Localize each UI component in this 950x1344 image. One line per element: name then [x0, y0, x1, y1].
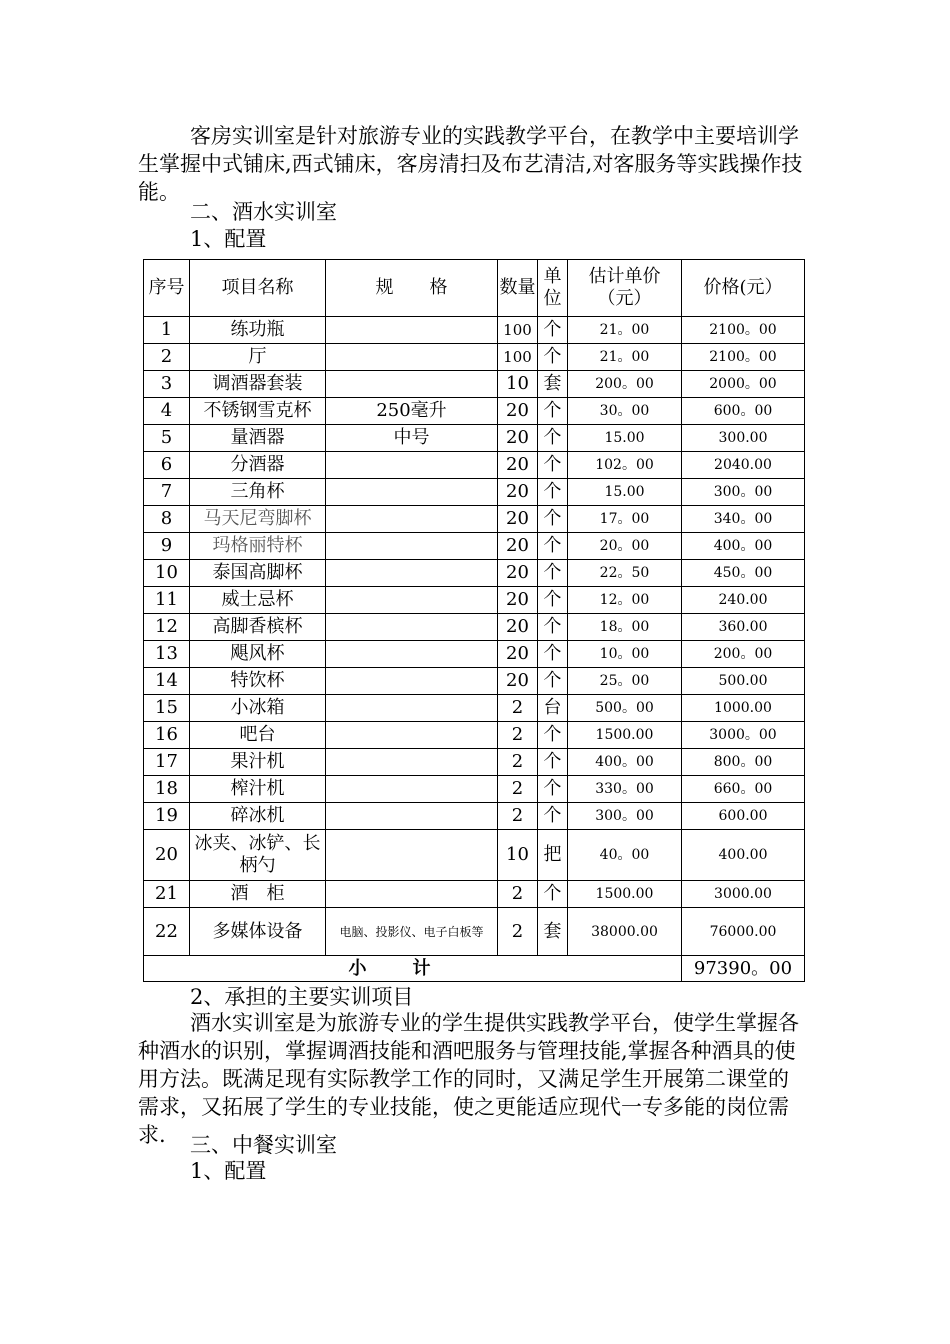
cell-qty: 20	[498, 668, 538, 695]
cell-no: 9	[144, 533, 190, 560]
cell-no: 5	[144, 425, 190, 452]
cell-no: 4	[144, 398, 190, 425]
cell-qty: 20	[498, 479, 538, 506]
header-price: 价格(元）	[682, 260, 805, 317]
table-row	[144, 533, 805, 560]
table-row	[144, 776, 805, 803]
cell-name: 三角杯	[190, 479, 326, 506]
cell-unit-price: 18。00	[568, 614, 682, 641]
table-row	[144, 881, 805, 908]
cell-unit-price: 102。00	[568, 452, 682, 479]
cell-unit: 个	[538, 881, 568, 908]
table-row	[144, 722, 805, 749]
table-row	[144, 641, 805, 668]
cell-no: 15	[144, 695, 190, 722]
cell-unit-price: 330。00	[568, 776, 682, 803]
cell-name: 玛格丽特杯	[190, 533, 326, 560]
table-row	[144, 908, 805, 956]
cell-name: 酒 柜	[190, 881, 326, 908]
cell-spec	[326, 614, 498, 641]
cell-name: 果汁机	[190, 749, 326, 776]
table-row	[144, 668, 805, 695]
cell-no: 18	[144, 776, 190, 803]
cell-spec: 中号	[326, 425, 498, 452]
table-row	[144, 560, 805, 587]
cell-unit-price: 17。00	[568, 506, 682, 533]
table-row	[144, 344, 805, 371]
cell-name: 飓风杯	[190, 641, 326, 668]
cell-price: 2040.00	[682, 452, 805, 479]
cell-qty: 2	[498, 881, 538, 908]
cell-name: 多媒体设备	[190, 908, 326, 956]
subtotal-label: 小计	[144, 956, 682, 982]
cell-qty: 20	[498, 452, 538, 479]
cell-unit: 个	[538, 398, 568, 425]
cell-price: 3000。00	[682, 722, 805, 749]
cell-unit-price: 500。00	[568, 695, 682, 722]
cell-unit: 个	[538, 587, 568, 614]
cell-qty: 20	[498, 641, 538, 668]
header-unit: 单位	[538, 260, 568, 317]
cell-no: 14	[144, 668, 190, 695]
config-heading: 1、配置	[190, 227, 267, 251]
cell-no: 20	[144, 830, 190, 881]
subtotal-value: 97390。00	[682, 956, 805, 982]
cell-name: 碎冰机	[190, 803, 326, 830]
header-name: 项目名称	[190, 260, 326, 317]
cell-name: 泰国高脚杯	[190, 560, 326, 587]
cell-name: 厅	[190, 344, 326, 371]
cell-qty: 20	[498, 533, 538, 560]
cell-no: 19	[144, 803, 190, 830]
cell-name: 分酒器	[190, 452, 326, 479]
cell-unit: 个	[538, 533, 568, 560]
table-row	[144, 614, 805, 641]
cell-unit-price: 15.00	[568, 479, 682, 506]
cell-price: 450。00	[682, 560, 805, 587]
cell-price: 240.00	[682, 587, 805, 614]
cell-no: 3	[144, 371, 190, 398]
header-no: 序号	[144, 260, 190, 317]
cell-no: 10	[144, 560, 190, 587]
cell-unit: 个	[538, 722, 568, 749]
cell-name: 特饮杯	[190, 668, 326, 695]
cell-price: 2100。00	[682, 317, 805, 344]
cell-unit: 个	[538, 479, 568, 506]
cell-name: 榨汁机	[190, 776, 326, 803]
cell-unit: 个	[538, 317, 568, 344]
cell-unit: 个	[538, 776, 568, 803]
table-row	[144, 317, 805, 344]
table-row	[144, 830, 805, 881]
cell-qty: 2	[498, 803, 538, 830]
table-row	[144, 425, 805, 452]
table-row	[144, 479, 805, 506]
cell-no: 12	[144, 614, 190, 641]
cell-price: 360.00	[682, 614, 805, 641]
section-heading-bar: 二、酒水实训室	[190, 200, 337, 224]
cell-price: 3000.00	[682, 881, 805, 908]
cell-no: 6	[144, 452, 190, 479]
cell-unit: 个	[538, 506, 568, 533]
cell-spec	[326, 479, 498, 506]
cell-qty: 20	[498, 398, 538, 425]
table-row	[144, 398, 805, 425]
table-row	[144, 371, 805, 398]
cell-qty: 20	[498, 425, 538, 452]
cell-unit-price: 10。00	[568, 641, 682, 668]
cell-qty: 2	[498, 722, 538, 749]
cell-price: 500.00	[682, 668, 805, 695]
table-row	[144, 803, 805, 830]
cell-qty: 2	[498, 695, 538, 722]
cell-spec	[326, 722, 498, 749]
cell-name: 量酒器	[190, 425, 326, 452]
cell-spec	[326, 452, 498, 479]
cell-unit-price: 40。00	[568, 830, 682, 881]
table-row	[144, 506, 805, 533]
cell-unit-price: 38000.00	[568, 908, 682, 956]
cell-price: 800。00	[682, 749, 805, 776]
cell-name: 练功瓶	[190, 317, 326, 344]
cell-spec: 电脑、投影仪、电子白板等	[326, 908, 498, 956]
cell-price: 600.00	[682, 803, 805, 830]
cell-name: 马天尼弯脚杯	[190, 506, 326, 533]
cell-unit: 个	[538, 425, 568, 452]
cell-unit-price: 25。00	[568, 668, 682, 695]
cell-no: 13	[144, 641, 190, 668]
cell-qty: 100	[498, 344, 538, 371]
cell-price: 300.00	[682, 425, 805, 452]
header-unit-price: 估计单价（元）	[568, 260, 682, 317]
cell-price: 2100。00	[682, 344, 805, 371]
cell-price: 300。00	[682, 479, 805, 506]
cell-no: 17	[144, 749, 190, 776]
cell-unit-price: 20。00	[568, 533, 682, 560]
cell-spec	[326, 317, 498, 344]
table-header-row	[144, 260, 805, 317]
table-row	[144, 587, 805, 614]
cell-unit: 个	[538, 668, 568, 695]
cell-spec: 250毫升	[326, 398, 498, 425]
cell-unit: 个	[538, 614, 568, 641]
cell-qty: 10	[498, 371, 538, 398]
cell-unit-price: 200。00	[568, 371, 682, 398]
cell-spec	[326, 881, 498, 908]
cell-no: 2	[144, 344, 190, 371]
cell-unit: 个	[538, 344, 568, 371]
cell-name: 调酒器套装	[190, 371, 326, 398]
cell-unit: 个	[538, 749, 568, 776]
equipment-table	[143, 259, 805, 982]
section-heading-chinese-dining: 三、中餐实训室	[190, 1133, 337, 1157]
cell-unit-price: 22。50	[568, 560, 682, 587]
cell-unit-price: 12。00	[568, 587, 682, 614]
cell-no: 21	[144, 881, 190, 908]
cell-name: 不锈钢雪克杯	[190, 398, 326, 425]
cell-no: 22	[144, 908, 190, 956]
cell-name: 小冰箱	[190, 695, 326, 722]
cell-spec	[326, 344, 498, 371]
cell-name: 冰夹、冰铲、长柄勺	[190, 830, 326, 881]
cell-unit: 把	[538, 830, 568, 881]
cell-qty: 10	[498, 830, 538, 881]
cell-price: 400.00	[682, 830, 805, 881]
projects-heading: 2、承担的主要实训项目	[190, 985, 414, 1009]
header-spec: 规 格	[326, 260, 498, 317]
cell-unit-price: 1500.00	[568, 881, 682, 908]
cell-no: 11	[144, 587, 190, 614]
cell-unit: 套	[538, 908, 568, 956]
cell-no: 1	[144, 317, 190, 344]
header-qty: 数量	[498, 260, 538, 317]
cell-name: 吧台	[190, 722, 326, 749]
cell-qty: 2	[498, 776, 538, 803]
cell-name: 威士忌杯	[190, 587, 326, 614]
cell-unit-price: 21。00	[568, 317, 682, 344]
cell-spec	[326, 587, 498, 614]
cell-no: 8	[144, 506, 190, 533]
cell-unit-price: 1500.00	[568, 722, 682, 749]
cell-unit-price: 400。00	[568, 749, 682, 776]
projects-paragraph: 酒水实训室是为旅游专业的学生提供实践教学平台，使学生掌握各种酒水的识别，掌握调酒技能和酒吧服务与管理技能,掌握各种酒具的使用方法。既满足现有实际教学工作的同时，又满足学生开展第二课堂的需求，又拓展了学生的专业技能，使之更能适应现代一专多能的岗位需求.	[138, 1011, 799, 1147]
cell-price: 400。00	[682, 533, 805, 560]
cell-unit-price: 300。00	[568, 803, 682, 830]
cell-price: 600。00	[682, 398, 805, 425]
cell-spec	[326, 371, 498, 398]
cell-spec	[326, 641, 498, 668]
cell-price: 660。00	[682, 776, 805, 803]
cell-unit-price: 21。00	[568, 344, 682, 371]
intro-paragraph: 客房实训室是针对旅游专业的实践教学平台，在教学中主要培训学生掌握中式铺床,西式铺床，客房清扫及布艺清洁,对客服务等实践操作技能。	[138, 124, 803, 204]
cell-unit: 套	[538, 371, 568, 398]
cell-name: 高脚香槟杯	[190, 614, 326, 641]
cell-price: 1000.00	[682, 695, 805, 722]
cell-qty: 20	[498, 560, 538, 587]
cell-qty: 2	[498, 749, 538, 776]
cell-price: 340。00	[682, 506, 805, 533]
cell-price: 200。00	[682, 641, 805, 668]
table-row	[144, 749, 805, 776]
cell-unit-price: 30。00	[568, 398, 682, 425]
cell-spec	[326, 506, 498, 533]
cell-unit-price: 15.00	[568, 425, 682, 452]
cell-qty: 20	[498, 587, 538, 614]
cell-price: 76000.00	[682, 908, 805, 956]
cell-spec	[326, 695, 498, 722]
cell-no: 7	[144, 479, 190, 506]
cell-spec	[326, 560, 498, 587]
config-heading-chinese-dining: 1、配置	[190, 1159, 267, 1183]
cell-unit: 台	[538, 695, 568, 722]
cell-spec	[326, 668, 498, 695]
cell-spec	[326, 803, 498, 830]
cell-qty: 20	[498, 614, 538, 641]
table-row	[144, 452, 805, 479]
cell-qty: 2	[498, 908, 538, 956]
cell-unit: 个	[538, 803, 568, 830]
subtotal-row	[144, 956, 805, 982]
cell-unit: 个	[538, 641, 568, 668]
cell-qty: 100	[498, 317, 538, 344]
cell-spec	[326, 776, 498, 803]
cell-spec	[326, 533, 498, 560]
cell-price: 2000。00	[682, 371, 805, 398]
cell-unit: 个	[538, 452, 568, 479]
cell-spec	[326, 830, 498, 881]
cell-no: 16	[144, 722, 190, 749]
cell-qty: 20	[498, 506, 538, 533]
cell-unit: 个	[538, 560, 568, 587]
table-row	[144, 695, 805, 722]
cell-spec	[326, 749, 498, 776]
